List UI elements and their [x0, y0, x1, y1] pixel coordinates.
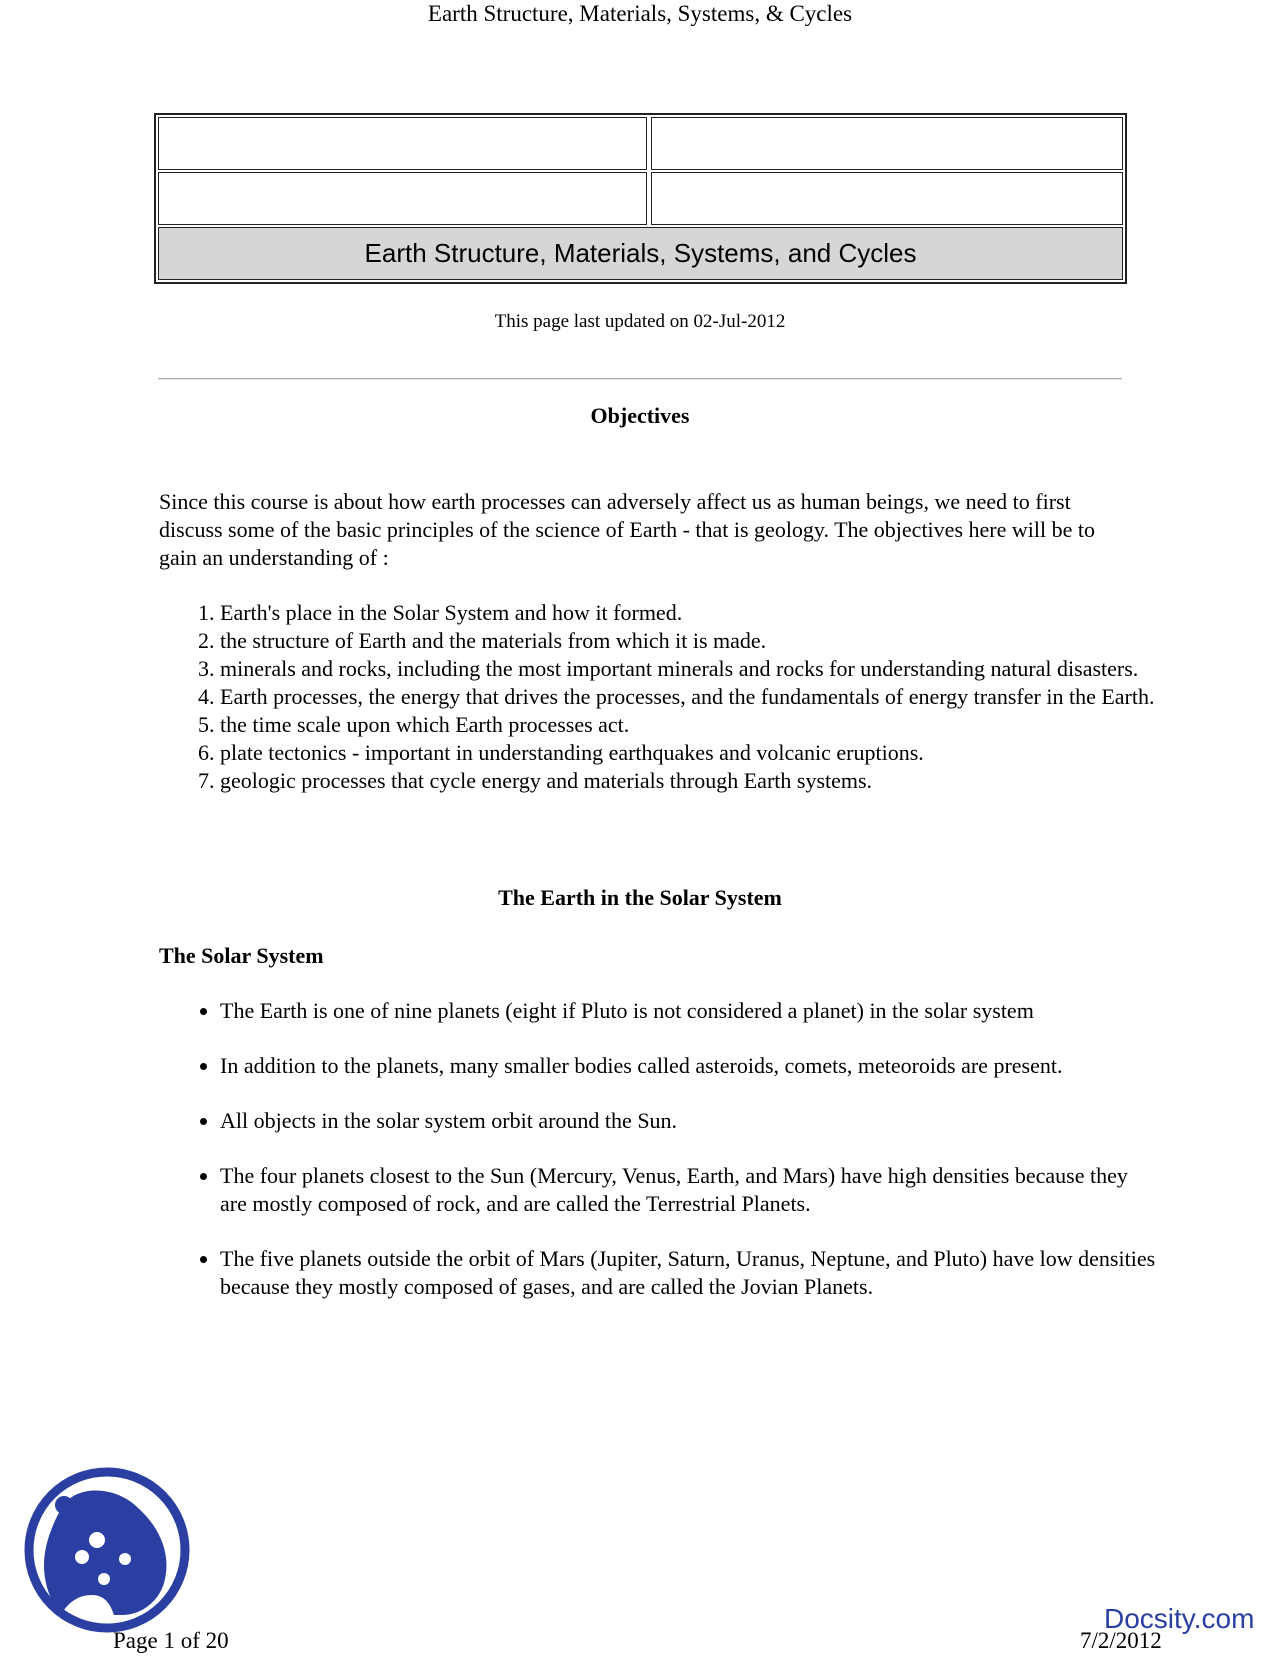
empty-cell	[158, 172, 647, 225]
solar-system-subheading: The Solar System	[159, 943, 324, 968]
page-title: Earth Structure, Materials, Systems, and Cycles	[158, 227, 1123, 280]
list-item: 5. the time scale upon which Earth processes act.	[220, 711, 1160, 739]
last-updated: This page last updated on 02-Jul-2012	[494, 311, 786, 332]
docsity-logo-icon	[22, 1465, 192, 1635]
horizontal-divider	[158, 378, 1122, 380]
solar-system-heading: The Earth in the Solar System	[498, 885, 782, 910]
objectives-list	[160, 599, 1160, 795]
title-table	[154, 113, 1127, 284]
list-item: • In addition to the planets, many smaller bodies called asteroids, comets, meteoroids are present.	[220, 1052, 1160, 1080]
empty-cell	[651, 172, 1123, 225]
empty-cell	[158, 117, 647, 170]
list-item: • The four planets closest to the Sun (Mercury, Venus, Earth, and Mars) have high densities because they are mostly composed of rock, and are called the Terrestrial Planets.	[220, 1162, 1160, 1218]
list-item: 7. geologic processes that cycle energy and materials through Earth systems.	[220, 767, 1160, 795]
page-number: Page 1 of 20	[113, 1628, 229, 1653]
list-item: • The five planets outside the orbit of Mars (Jupiter, Saturn, Uranus, Neptune, and Pluto) have low densities because they mostly composed of gases, and are called the Jovian Planets.	[220, 1245, 1160, 1301]
list-item: 3. minerals and rocks, including the most important minerals and rocks for understanding natural disasters.	[220, 655, 1160, 683]
list-item: 4. Earth processes, the energy that drives the processes, and the fundamentals of energy transfer in the Earth.	[220, 683, 1160, 711]
list-item: • All objects in the solar system orbit around the Sun.	[220, 1107, 1160, 1135]
list-item: 1. Earth's place in the Solar System and how it formed.	[220, 599, 1160, 627]
objectives-intro: Since this course is about how earth processes can adversely affect us as human beings, we need to first discuss some of the basic principles of the science of Earth - that is geology. The objectives here will be to gain an understanding of :	[159, 489, 1095, 570]
print-date: 7/2/2012	[1080, 1628, 1162, 1653]
print-header: Earth Structure, Materials, Systems, & Cycles	[427, 1, 853, 26]
solar-system-bullets	[160, 997, 1160, 1328]
docsity-brand-link[interactable]: Docsity.com	[1104, 1603, 1255, 1634]
objectives-heading: Objectives	[590, 403, 690, 428]
list-item: 6. plate tectonics - important in understanding earthquakes and volcanic eruptions.	[220, 739, 1160, 767]
list-item: 2. the structure of Earth and the materials from which it is made.	[220, 627, 1160, 655]
empty-cell	[651, 117, 1123, 170]
list-item: • The Earth is one of nine planets (eight if Pluto is not considered a planet) in the solar system	[220, 997, 1160, 1025]
